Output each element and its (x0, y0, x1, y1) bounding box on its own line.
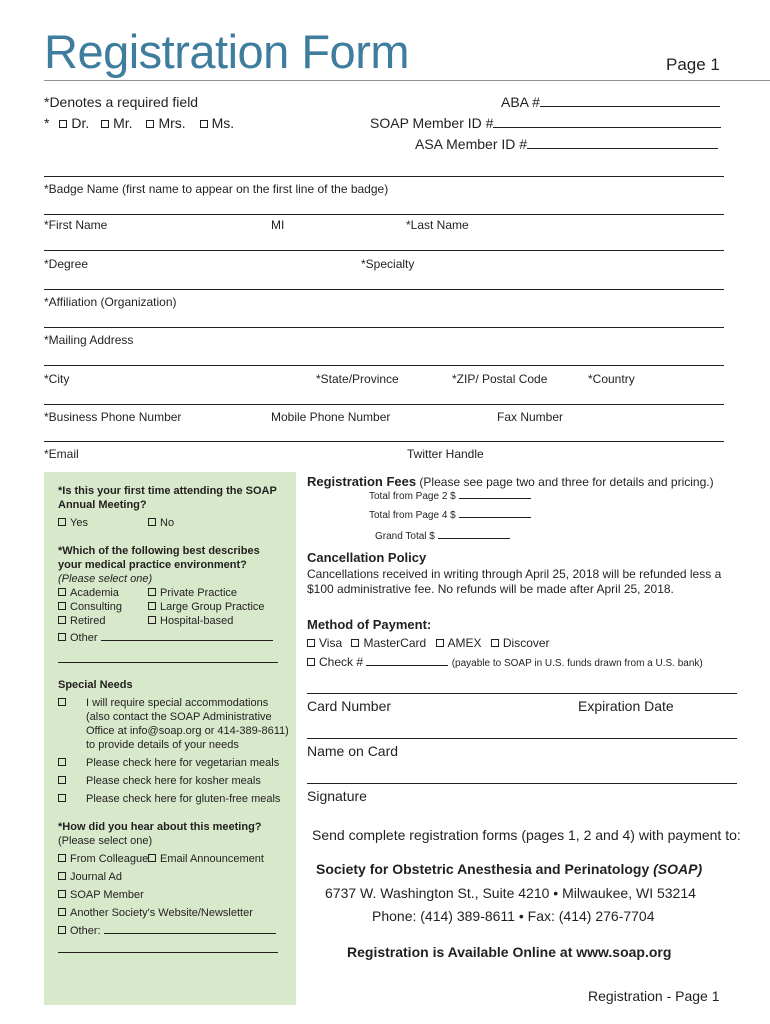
special-3-checkbox[interactable] (58, 775, 70, 787)
fees-heading: Registration Fees (Please see page two and three for details and pricing.) (307, 474, 714, 489)
grand-total[interactable]: Grand Total $ (375, 531, 510, 542)
title-mrs: Mrs. (158, 115, 186, 131)
special-kosher: Please check here for kosher meals (86, 775, 261, 787)
special-gluten-free: Please check here for gluten-free meals (86, 793, 281, 805)
first-time-question: *Is this your first time attending the SOAP (58, 485, 277, 497)
option-colleague[interactable]: From Colleague (58, 853, 148, 865)
title-dr: Dr. (71, 115, 90, 131)
name-on-card-label: Name on Card (307, 743, 399, 759)
page-title: Registration Form (44, 25, 409, 78)
special-1-line-3: Office at info@soap.org or 414-389-8611) (86, 725, 289, 737)
hear-question: *How did you hear about this meeting? (58, 821, 262, 833)
special-2-checkbox[interactable] (58, 757, 70, 769)
asa-id-field[interactable]: ASA Member ID # (415, 136, 718, 152)
business-phone-label: *Business Phone Number (44, 410, 182, 424)
card-number-label: Card Number (307, 698, 392, 714)
checkbox-hospital (148, 616, 156, 624)
expiration-label: Expiration Date (578, 698, 674, 714)
special-1-line-1: I will require special accommodations (86, 697, 269, 709)
method-visa: Visa (319, 636, 343, 650)
name-on-card-line[interactable] (307, 738, 737, 739)
checkbox-amex[interactable] (436, 639, 444, 647)
mailing-line[interactable] (44, 327, 724, 328)
check-field[interactable]: Check # (payable to SOAP in U.S. funds drawn from a U.S. bank) (307, 655, 703, 669)
title-options (44, 115, 234, 131)
title-star: * (44, 115, 50, 131)
org-name: Society for Obstetric Anesthesia and Perinatology (SOAP) (316, 861, 703, 877)
name-line[interactable] (44, 214, 724, 215)
fax-label: Fax Number (497, 410, 564, 424)
checkbox-retired (58, 616, 66, 624)
checkbox-discover[interactable] (491, 639, 499, 647)
method-mastercard: MasterCard (363, 636, 427, 650)
affiliation-label: *Affiliation (Organization) (44, 295, 177, 309)
special-1-line-2: (also contact the SOAP Administrative (86, 711, 272, 723)
badge-line[interactable] (44, 176, 724, 177)
option-email-announcement[interactable]: Email Announcement (148, 853, 264, 865)
signature-label: Signature (307, 788, 367, 804)
checkbox-mrs[interactable] (146, 120, 154, 128)
checkbox-academia (58, 588, 66, 596)
practice-question: *Which of the following best describes (58, 545, 260, 557)
checkbox-other (58, 633, 66, 641)
practice-hint: (Please select one) (58, 573, 153, 585)
hear-other-line-2[interactable] (58, 952, 278, 953)
title-ms: Ms. (211, 115, 235, 131)
option-no[interactable]: No (148, 517, 174, 529)
header-rule (44, 80, 770, 81)
checkbox-large-group (148, 602, 156, 610)
state-label: *State/Province (316, 372, 399, 386)
hear-hint: (Please select one) (58, 835, 153, 847)
aba-field[interactable]: ABA # (501, 94, 720, 110)
city-label: *City (44, 372, 70, 386)
org-phone: Phone: (414) 389-8611 • Fax: (414) 276-7704 (372, 908, 655, 924)
option-large-group[interactable]: Large Group Practice (148, 601, 265, 613)
page-number: Page 1 (666, 55, 720, 74)
zip-label: *ZIP/ Postal Code (452, 372, 548, 386)
option-hospital-based[interactable]: Hospital-based (148, 615, 233, 627)
other-line-2[interactable] (58, 662, 278, 663)
special-vegetarian: Please check here for vegetarian meals (86, 757, 280, 769)
checkbox-mr[interactable] (101, 120, 109, 128)
checkbox-mastercard[interactable] (351, 639, 359, 647)
option-academia[interactable]: Academia (58, 587, 119, 599)
specialty-label: *Specialty (361, 257, 415, 271)
special-needs-heading: Special Needs (58, 679, 133, 691)
total-page-2[interactable]: Total from Page 2 $ (369, 491, 531, 502)
mi-label: MI (271, 218, 285, 232)
title-mr: Mr. (113, 115, 133, 131)
signature-line[interactable] (307, 783, 737, 784)
option-yes[interactable]: Yes (58, 517, 88, 529)
option-other[interactable]: Other (58, 632, 273, 644)
method-amex: AMEX (447, 636, 482, 650)
degree-line[interactable] (44, 250, 724, 251)
option-private-practice[interactable]: Private Practice (148, 587, 237, 599)
option-hear-other[interactable]: Other: (58, 925, 276, 937)
special-4-checkbox[interactable] (58, 793, 70, 805)
twitter-label: Twitter Handle (407, 447, 484, 461)
option-retired[interactable]: Retired (58, 615, 105, 627)
option-consulting[interactable]: Consulting (58, 601, 122, 613)
payment-heading: Method of Payment: (307, 617, 432, 632)
checkbox-yes[interactable] (58, 518, 66, 526)
affiliation-line[interactable] (44, 289, 724, 290)
special-1-checkbox[interactable] (58, 697, 70, 709)
last-name-label: *Last Name (406, 218, 469, 232)
email-line[interactable] (44, 441, 724, 442)
checkbox-ms[interactable] (200, 120, 208, 128)
send-instructions: Send complete registration forms (pages 1, 2 and 4) with payment to: (312, 827, 741, 843)
mailing-label: *Mailing Address (44, 333, 134, 347)
cancellation-line-2: $100 administrative fee. No refunds will be made after April 25, 2018. (307, 582, 674, 596)
phone-line[interactable] (44, 404, 724, 405)
special-1-line-4: to provide details of your needs (86, 739, 239, 751)
soap-id-field[interactable]: SOAP Member ID # (370, 115, 721, 131)
total-page-4[interactable]: Total from Page 4 $ (369, 510, 531, 521)
mobile-phone-label: Mobile Phone Number (271, 410, 391, 424)
practice-question-2: your medical practice environment? (58, 559, 247, 571)
online-registration: Registration is Available Online at www.soap.org (347, 944, 672, 960)
card-line[interactable] (307, 693, 737, 694)
badge-label: *Badge Name (first name to appear on the first line of the badge) (44, 182, 389, 196)
email-label: *Email (44, 447, 79, 461)
required-note: *Denotes a required field (44, 94, 199, 110)
country-label: *Country (588, 372, 635, 386)
org-address: 6737 W. Washington St., Suite 4210 • Milwaukee, WI 53214 (325, 885, 696, 901)
method-discover: Discover (502, 636, 550, 650)
first-time-question-2: Annual Meeting? (58, 499, 147, 511)
checkbox-private (148, 588, 156, 596)
city-line[interactable] (44, 365, 724, 366)
payment-methods (307, 636, 550, 650)
option-soap-member[interactable]: SOAP Member (58, 889, 144, 901)
footer-page: Registration - Page 1 (588, 988, 720, 1004)
checkbox-dr[interactable] (59, 120, 67, 128)
first-name-label: *First Name (44, 218, 108, 232)
option-journal-ad[interactable]: Journal Ad (58, 871, 122, 883)
cancellation-line-1: Cancellations received in writing through April 25, 2018 will be refunded less a (307, 567, 722, 581)
checkbox-consulting (58, 602, 66, 610)
checkbox-visa[interactable] (307, 639, 315, 647)
checkbox-no[interactable] (148, 518, 156, 526)
cancellation-heading: Cancellation Policy (307, 550, 427, 565)
option-another-society[interactable]: Another Society's Website/Newsletter (58, 907, 253, 919)
degree-label: *Degree (44, 257, 89, 271)
